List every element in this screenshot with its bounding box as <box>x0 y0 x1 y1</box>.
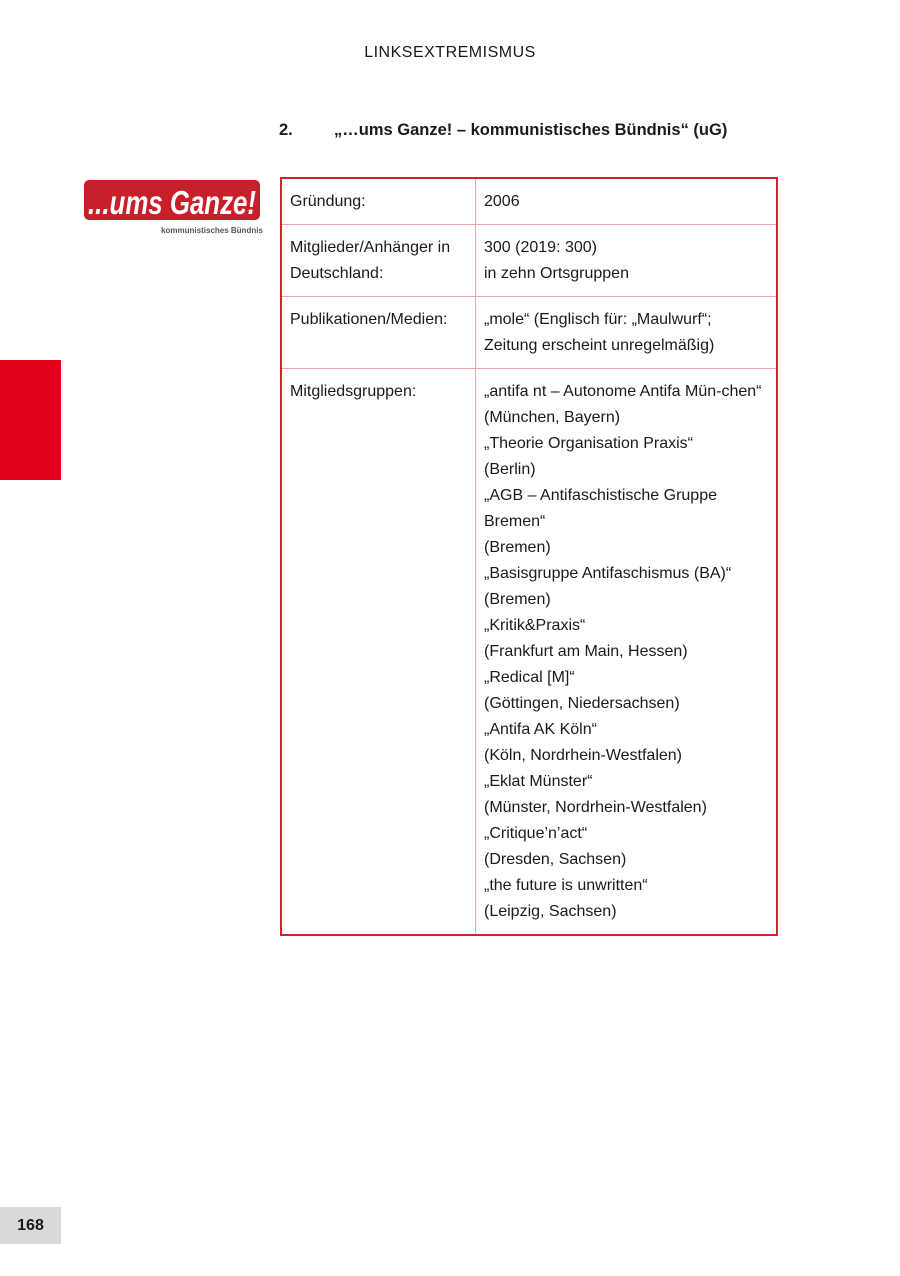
running-head: LINKSEXTREMISMUS <box>364 44 536 61</box>
value-line: „Basisgruppe Antifaschismus (BA)“ <box>484 565 732 582</box>
value-line: „mole“ (Englisch für: „Maulwurf“; Zeitung erscheint unregelmäßig) <box>484 311 715 354</box>
value-line: „AGB – Antifaschistische Gruppe Bremen“ <box>484 487 717 530</box>
table-row <box>281 225 777 297</box>
row-label: Publikationen/Medien: <box>281 297 476 369</box>
page-number: 168 <box>0 1207 61 1244</box>
value-line: „Theorie Organisation Praxis“ <box>484 435 693 452</box>
fact-table <box>280 177 778 936</box>
value-line: „Eklat Münster“ <box>484 773 593 790</box>
logo-main-text: ...ums Ganze! <box>88 184 256 221</box>
section-title: „…ums Ganze! – kommunistisches Bündnis“ (uG) <box>334 121 728 139</box>
row-label: Mitgliedsgruppen: <box>281 369 476 936</box>
table-row <box>281 178 777 225</box>
value-line: „Critique’n’act“ <box>484 825 588 842</box>
value-line: (Dresden, Sachsen) <box>484 851 627 868</box>
chapter-marker <box>0 360 61 480</box>
value-line: (Göttingen, Niedersachsen) <box>484 695 680 712</box>
table-row <box>281 369 777 936</box>
value-line: (München, Bayern) <box>484 409 621 426</box>
value-line: (Bremen) <box>484 539 551 556</box>
value-line: (Frankfurt am Main, Hessen) <box>484 643 688 660</box>
row-value <box>476 178 778 225</box>
value-line: (Münster, Nordrhein-Westfalen) <box>484 799 707 816</box>
value-line: 300 (2019: 300) <box>484 239 597 256</box>
row-value <box>476 225 778 297</box>
value-line: (Leipzig, Sachsen) <box>484 903 617 920</box>
value-line: „Redical [M]“ <box>484 669 575 686</box>
section-heading <box>279 121 727 140</box>
value-line: 2006 <box>484 193 520 210</box>
value-line: (Köln, Nordrhein-Westfalen) <box>484 747 683 764</box>
value-line: „Antifa AK Köln“ <box>484 721 597 738</box>
value-line: (Berlin) <box>484 461 536 478</box>
value-line: (Bremen) <box>484 591 551 608</box>
ums-ganze-logo <box>84 178 263 236</box>
value-line: „the future is unwritten“ <box>484 877 648 894</box>
logo-sub-text: kommunistisches Bündnis <box>161 226 263 235</box>
row-value <box>476 369 778 936</box>
value-line: „antifa nt – Autonome Antifa Mün-chen“ <box>484 383 762 400</box>
table-row <box>281 297 777 369</box>
row-value <box>476 297 778 369</box>
value-line: „Kritik&Praxis“ <box>484 617 586 634</box>
row-label: Gründung: <box>281 178 476 225</box>
value-line: in zehn Ortsgruppen <box>484 265 629 282</box>
row-label: Mitglieder/Anhänger in Deutschland: <box>281 225 476 297</box>
section-number: 2. <box>279 121 293 139</box>
